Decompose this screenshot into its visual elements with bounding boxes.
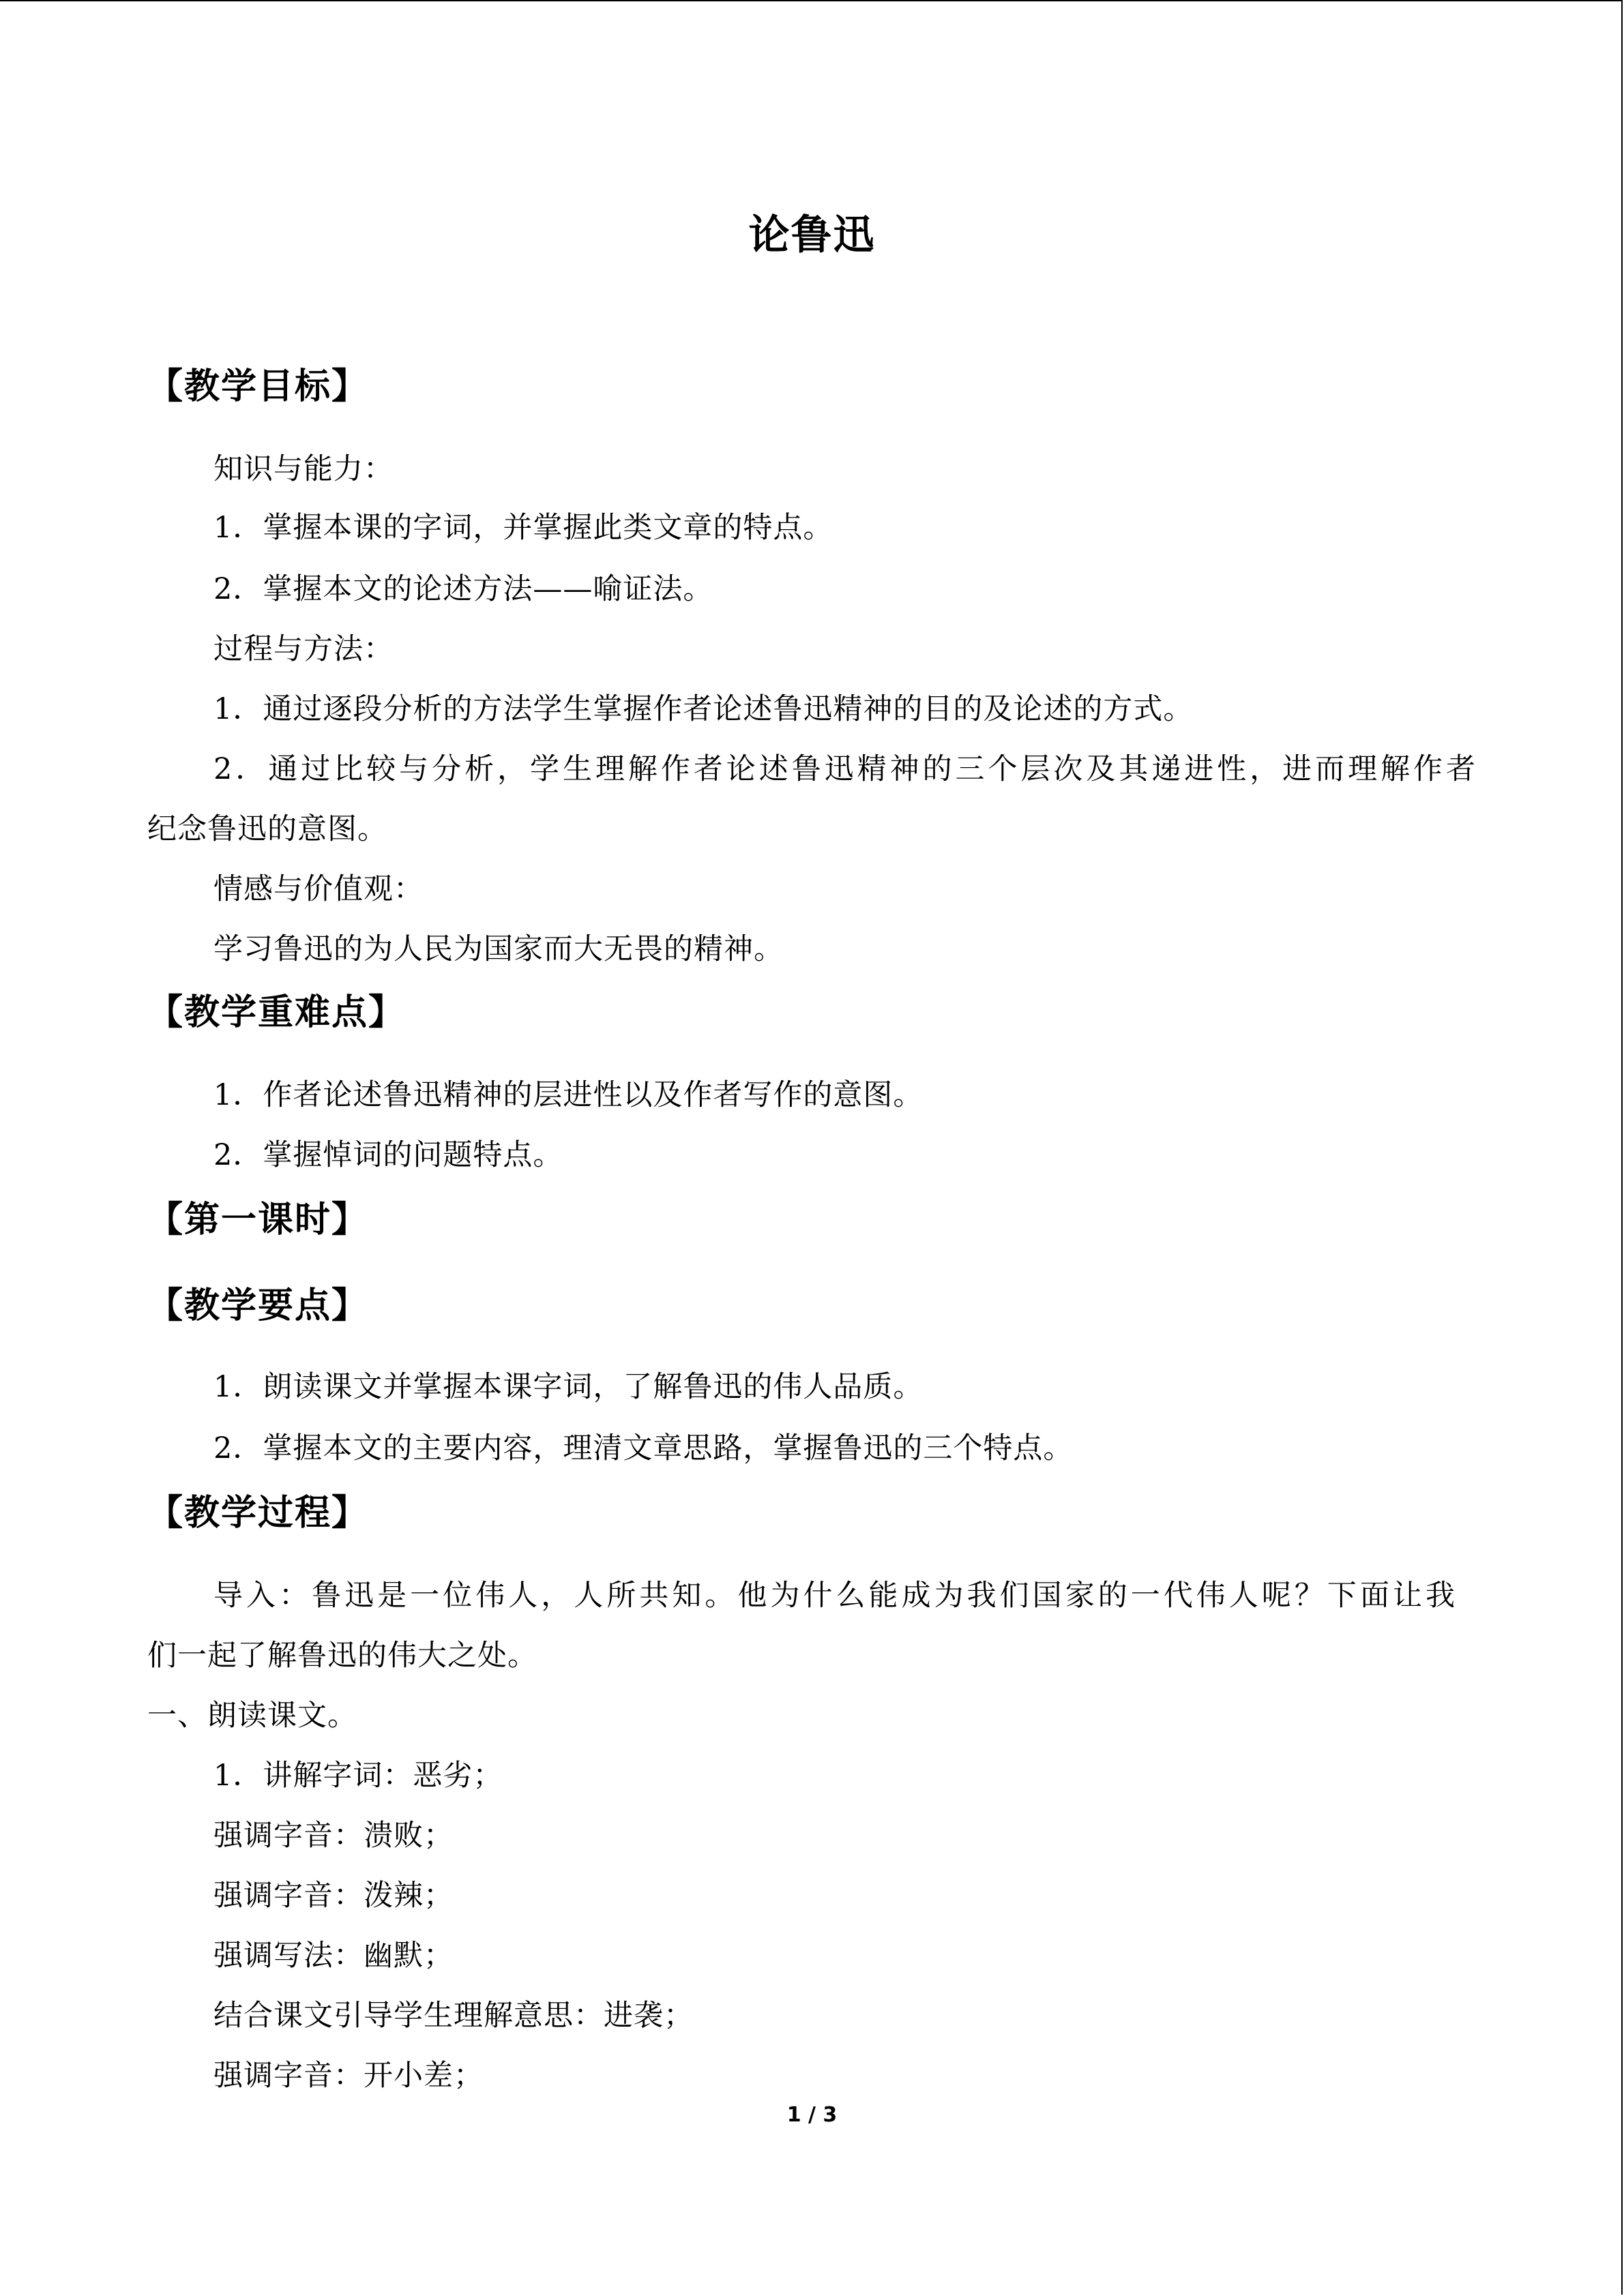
vocab-item-6: 强调字音：开小差； [213, 2059, 484, 2093]
document-title: 论鲁迅 [748, 211, 876, 259]
heading-first-lesson: 【第一课时】 [147, 1199, 369, 1240]
knowledge-label: 知识与能力： [213, 452, 394, 486]
process-item-1: 1．通过逐段分析的方法学生掌握作者论述鲁迅精神的目的及论述的方式。 [213, 692, 1194, 726]
heading-process: 【教学过程】 [147, 1493, 369, 1534]
vocab-item-4: 强调写法：幽默； [213, 1939, 454, 1973]
knowledge-item-1: 1．掌握本课的字词，并掌握此类文章的特点。 [213, 511, 833, 545]
vocab-item-2: 强调字音：溃败； [213, 1819, 454, 1853]
page-number: 1 / 3 [786, 2103, 838, 2127]
heading-key-points: 【教学重难点】 [147, 992, 406, 1033]
step-1: 一、朗读课文。 [147, 1699, 357, 1733]
heading-objectives: 【教学目标】 [147, 366, 369, 407]
emotion-label: 情感与价值观： [213, 872, 424, 906]
emotion-item-1: 学习鲁迅的为人民为国家而大无畏的精神。 [213, 932, 784, 966]
key-point-1: 1．作者论述鲁迅精神的层进性以及作者写作的意图。 [213, 1078, 924, 1112]
lesson-point-2: 2．掌握本文的主要内容，理清文章思路，掌握鲁迅的三个特点。 [213, 1431, 1074, 1465]
vocab-item-5: 结合课文引导学生理解意思：进袭； [213, 1999, 694, 2033]
vocab-item-1: 1．讲解字词：恶劣； [213, 1759, 503, 1793]
vocab-item-3: 强调字音：泼辣； [213, 1879, 454, 1913]
intro-line-2: 们一起了解鲁迅的伟大之处。 [147, 1639, 537, 1673]
key-point-2: 2．掌握悼词的问题特点。 [213, 1138, 563, 1172]
heading-lesson-points: 【教学要点】 [147, 1285, 369, 1326]
intro-line-1: 导入：鲁迅是一位伟人，人所共知。他为什么能成为我们国家的一代伟人呢？下面让我 [213, 1579, 1455, 1613]
process-label: 过程与方法： [213, 632, 394, 666]
lesson-point-1: 1．朗读课文并掌握本课字词，了解鲁迅的伟人品质。 [213, 1370, 924, 1404]
knowledge-item-2: 2．掌握本文的论述方法——喻证法。 [213, 572, 713, 606]
process-item-2-line-1: 2．通过比较与分析，学生理解作者论述鲁迅精神的三个层次及其递进性，进而理解作者 [213, 752, 1475, 786]
process-item-2-line-2: 纪念鲁迅的意图。 [147, 812, 387, 846]
